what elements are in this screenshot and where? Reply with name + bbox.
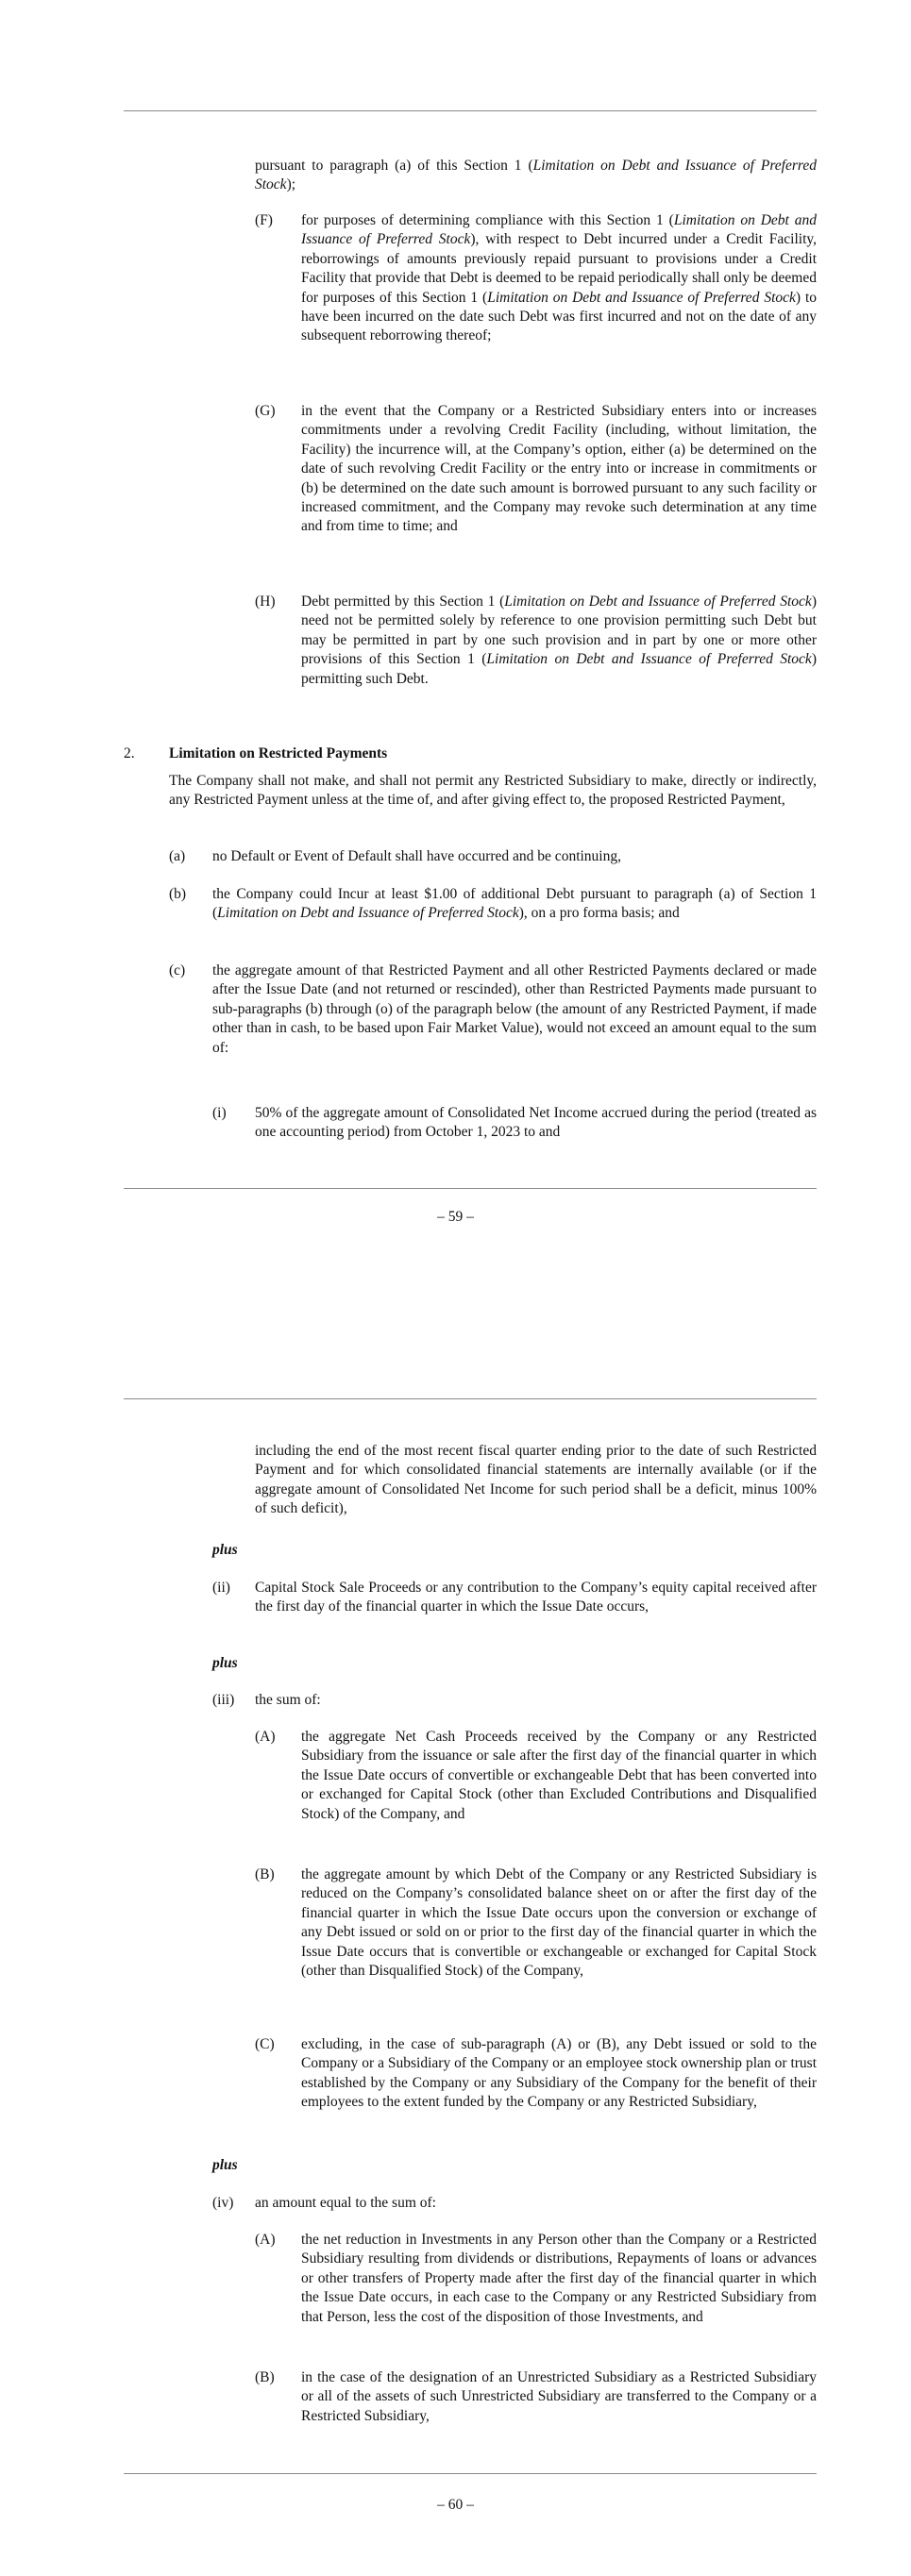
clause-label-c: (c) [169,962,186,979]
plus-connector: plus [212,2157,238,2173]
clause-G-text: in the event that the Company or a Restricted Subsidiary enters into or increases commitments under a revolving Credit Facility (including, without limitation, the Facility) the incurrence will, at the Company’s option, either (a) be determined on the date of such revolving Credit Facility or the entry into or increase in commitments or (b) be determined on the date such amount is borrowed pursuant to any such facility or increased commitment, and the Company may revoke such determination at any time and from time to time; and [301,403,817,535]
clause-label-c-i: (i) [212,1105,227,1121]
page-top-rule [124,110,817,111]
clause-label-G: (G) [255,403,276,419]
clause-F-text: for purposes of determining compliance with this Section 1 (Limitation on Debt and Issuance of Preferred Stock), with respect to Debt incurred under a Credit Facility, reborrowings of amounts previously repaid pursuant to provisions under a Credit Facility that provide that Debt is deemed to be repaid periodically shall only be deemed for purposes of this Section 1 (Limitation on Debt and Issuance of Preferred Stock) to have been incurred on the date such Debt was first incurred and not on the date of any subsequent reborrowing thereof; [301,212,818,344]
section-intro: The Company shall not make, and shall not permit any Restricted Subsidiary to make, directly or indirectly, any Restricted Payment unless at the time of, and after giving effect to, the proposed Restricted Payment, [169,773,817,809]
clause-label-iv-B: (B) [255,2369,275,2385]
section-heading: Limitation on Restricted Payments [169,745,388,761]
continuation-paragraph: pursuant to paragraph (a) of this Section 1 (Limitation on Debt and Issuance of Preferred Stock); [255,158,817,193]
page-bottom-rule [124,1188,817,1189]
page-top-rule [124,1398,817,1399]
plus-connector: plus [212,1542,238,1558]
page-number: – 59 – [437,1209,474,1225]
clause-iv-B-text: in the case of the designation of an Unrestricted Subsidiary as a Restricted Subsidiary or all of the assets of such Unrestricted Subsidiary are transferred to the Company or a Restricted Subsidiary, [301,2369,817,2424]
clause-label-iv: (iv) [212,2195,234,2211]
page-bottom-rule [124,2473,817,2474]
plus-connector: plus [212,1655,238,1671]
clause-b-text: the Company could Incur at least $1.00 of additional Debt pursuant to paragraph (a) of Section 1 (Limitation on Debt and Issuance of Preferred Stock), on a pro forma basis; and [212,886,817,922]
clause-label-iv-A: (A) [255,2232,276,2248]
clause-label-iii-C: (C) [255,2036,275,2052]
clause-label-a: (a) [169,848,186,864]
clause-label-H: (H) [255,594,276,610]
page-number: – 60 – [437,2497,474,2513]
clause-label-iii-B: (B) [255,1866,275,1882]
continuation-paragraph: including the end of the most recent fiscal quarter ending prior to the date of such Restricted Payment and for which consolidated financial statements are internally available (or if the aggregate amount of Consolidated Net Income for such period shall be a deficit, minus 100% of such deficit), [255,1443,817,1517]
clause-c-i-text: 50% of the aggregate amount of Consolidated Net Income accrued during the period (treated as one accounting period) from October 1, 2023 to and [255,1105,817,1141]
clause-a-text: no Default or Event of Default shall have occurred and be continuing, [212,848,621,864]
clause-label-ii: (ii) [212,1580,230,1596]
clause-iii-text: the sum of: [255,1692,321,1708]
clause-iii-B-text: the aggregate amount by which Debt of the Company or any Restricted Subsidiary is reduced on the Company’s consolidated balance sheet on or after the first day of the financial quarter in which the Issue Date occurs upon the conversion or exchange of any Debt issued or sold on or prior to the first day of the financial quarter in which the Issue Date occurs that is convertible or exchangeable or exchanged for Capital Stock (other than Disqualified Stock) of the Company, [301,1866,817,1980]
section-number: 2. [124,745,135,761]
clause-iii-C-text: excluding, in the case of sub-paragraph (A) or (B), any Debt issued or sold to the Company or a Subsidiary of the Company or an employee stock ownership plan or trust established by the Company or any Subsidiary of the Company for the benefit of their employees to the extent funded by the Company or any Restricted Subsidiary, [301,2036,817,2111]
clause-iv-A-text: the net reduction in Investments in any Person other than the Company or a Restricted Subsidiary resulting from dividends or distributions, Repayments of loans or advances or other transfers of Property made after the first day of the financial quarter in which the Issue Date occurs, in each case to the Company or any Restricted Subsidiary from that Person, less the cost of the disposition of those Investments, and [301,2232,817,2325]
clause-label-F: (F) [255,212,273,228]
clause-H-text: Debt permitted by this Section 1 (Limitation on Debt and Issuance of Preferred Stock) need not be permitted solely by reference to one provision permitting such Debt but may be permitted in part by one such provision and in part by one or more other provisions of this Section 1 (Limitation on Debt and Issuance of Preferred Stock) permitting such Debt. [301,594,817,687]
clause-label-b: (b) [169,886,187,902]
clause-iv-text: an amount equal to the sum of: [255,2195,436,2211]
clause-label-iii: (iii) [212,1692,235,1708]
clause-iii-A-text: the aggregate Net Cash Proceeds received by the Company or any Restricted Subsidiary from the issuance or sale after the first day of the financial quarter in which the Issue Date occurs of convertible or exchangeable Debt that has been converted into or exchanged for Capital Stock (other than Excluded Contributions and Disqualified Stock) of the Company, and [301,1729,817,1822]
clause-ii-text: Capital Stock Sale Proceeds or any contribution to the Company’s equity capital received after the first day of the financial quarter in which the Issue Date occurs, [255,1580,817,1615]
clause-label-iii-A: (A) [255,1729,276,1745]
clause-c-text: the aggregate amount of that Restricted Payment and all other Restricted Payments declared or made after the Issue Date (and not returned or rescinded), other than Restricted Payments made pursuant to sub-paragraphs (b) through (o) of the paragraph below (the amount of any Restricted Payment, if made other than in cash, to be based upon Fair Market Value), would not exceed an amount equal to the sum of: [212,962,817,1056]
